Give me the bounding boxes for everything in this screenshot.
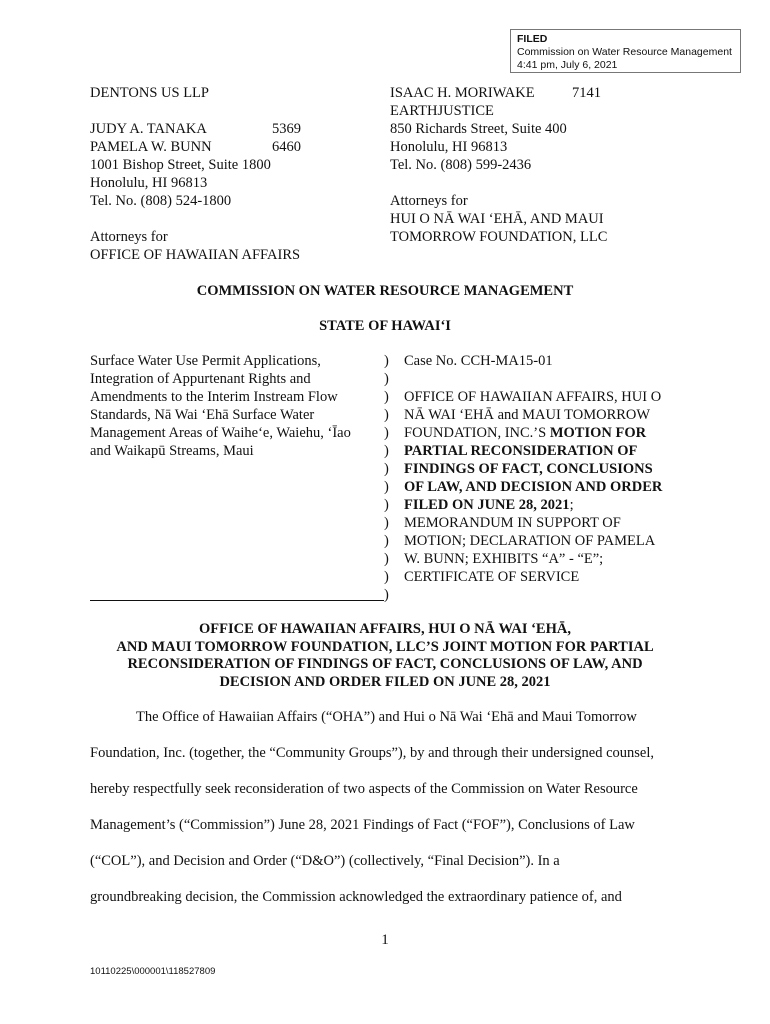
attorneys-for-label: Attorneys for	[90, 229, 168, 245]
attorney-number: 6460	[272, 139, 301, 155]
attorney-name: JUDY A. TANAKA	[90, 121, 207, 137]
paren: )	[384, 443, 389, 459]
telephone: Tel. No. (808) 599-2436	[390, 157, 532, 173]
motion-text: ;	[569, 497, 574, 513]
telephone: Tel. No. (808) 524-1800	[90, 193, 232, 209]
heading-line: AND MAUI TOMORROW FOUNDATION, LLC’S JOINT MOTION FOR PARTIAL	[116, 638, 654, 655]
heading-line: DECISION AND ORDER FILED ON JUNE 28, 2021	[219, 673, 551, 690]
paren: )	[384, 533, 389, 549]
heading-line: RECONSIDERATION OF FINDINGS OF FACT, CONCLUSIONS OF LAW, AND	[127, 656, 643, 672]
motion-line: MEMORANDUM IN SUPPORT OF	[404, 515, 621, 531]
motion-line: OFFICE OF HAWAIIAN AFFAIRS, HUI O	[404, 389, 662, 405]
body-line: hereby respectfully seek reconsideration of two aspects of the Commission on Water Resource	[90, 781, 638, 797]
paren: )	[384, 353, 389, 369]
paren: )	[384, 389, 389, 405]
caption-line: and Waikapū Streams, Maui	[90, 443, 254, 459]
attorney-row	[390, 84, 710, 102]
motion-line: NĀ WAI ‘EHĀ and MAUI TOMORROW	[404, 407, 651, 423]
state-title: STATE OF HAWAI‘I	[319, 318, 451, 334]
commission-title: COMMISSION ON WATER RESOURCE MANAGEMENT	[196, 283, 574, 299]
body-line: groundbreaking decision, the Commission acknowledged the extraordinary patience of, and	[90, 889, 622, 905]
paren: )	[384, 371, 389, 387]
counsel-block-left	[90, 84, 390, 264]
attorney-name: PAMELA W. BUNN	[90, 139, 212, 155]
address-line: Honolulu, HI 96813	[390, 139, 508, 155]
paren: )	[384, 461, 389, 477]
body-line: The Office of Hawaiian Affairs (“OHA”) and Hui o Nā Wai ‘Ehā and Maui Tomorrow	[136, 709, 637, 725]
caption-parenthesis-column	[384, 352, 396, 604]
paren: )	[384, 407, 389, 423]
case-caption	[90, 352, 380, 460]
client-name: HUI O NĀ WAI ‘EHĀ, AND MAUI	[390, 211, 604, 227]
document-id: 10110225\000001\118527809	[90, 966, 216, 977]
body-line: (“COL”), and Decision and Order (“D&O”) (collectively, “Final Decision”). In a	[90, 853, 560, 869]
motion-line: MOTION; DECLARATION OF PAMELA	[404, 533, 656, 549]
motion-text-bold: FILED ON JUNE 28, 2021	[404, 497, 570, 513]
case-number: Case No. CCH-MA15-01	[404, 353, 553, 369]
paren: )	[384, 425, 389, 441]
address-line: 850 Richards Street, Suite 400	[390, 121, 567, 137]
caption-line: Integration of Appurtenant Rights and	[90, 371, 311, 387]
stamp-timestamp: 4:41 pm, July 6, 2021	[517, 59, 618, 71]
body-line: Foundation, Inc. (together, the “Community Groups”), by and through their undersigned counsel,	[90, 745, 654, 761]
motion-line: W. BUNN; EXHIBITS “A” - “E”;	[404, 551, 604, 567]
motion-heading	[90, 621, 680, 691]
stamp-commission: Commission on Water Resource Management	[517, 46, 732, 58]
motion-line	[404, 424, 694, 442]
caption-line: Surface Water Use Permit Applications,	[90, 353, 321, 369]
attorney-row	[90, 138, 390, 156]
address-line: 1001 Bishop Street, Suite 1800	[90, 157, 271, 173]
attorneys-for-label: Attorneys for	[390, 193, 468, 209]
motion-line: PARTIAL RECONSIDERATION OF	[404, 443, 638, 459]
address-line: Honolulu, HI 96813	[90, 175, 208, 191]
attorney-row	[90, 120, 390, 138]
paren: )	[384, 479, 389, 495]
body-line: Management’s (“Commission”) June 28, 2021 Findings of Fact (“FOF”), Conclusions of Law	[90, 817, 635, 833]
client-name: OFFICE OF HAWAIIAN AFFAIRS	[90, 247, 301, 263]
paren: )	[384, 569, 389, 585]
motion-text: FOUNDATION, INC.’S	[404, 425, 550, 441]
motion-line: CERTIFICATE OF SERVICE	[404, 569, 580, 585]
attorney-name: ISAAC H. MORIWAKE	[390, 85, 535, 101]
firm-name: EARTHJUSTICE	[390, 103, 494, 119]
heading-line: OFFICE OF HAWAIIAN AFFAIRS, HUI O NĀ WAI ‘EHĀ,	[199, 621, 571, 637]
attorney-number: 7141	[572, 85, 601, 101]
body-text	[90, 708, 690, 924]
paren: )	[384, 497, 389, 513]
paren: )	[384, 551, 389, 567]
firm-name: DENTONS US LLP	[90, 85, 209, 101]
motion-line: OF LAW, AND DECISION AND ORDER	[404, 479, 663, 495]
case-title-block	[404, 352, 694, 586]
caption-line: Management Areas of Waihe‘e, Waiehu, ‘Īao	[90, 425, 351, 441]
caption-line: Standards, Nā Wai ‘Ehā Surface Water	[90, 407, 315, 423]
filing-stamp	[510, 29, 741, 73]
page-number: 1	[381, 932, 389, 948]
stamp-title: FILED	[517, 33, 548, 45]
motion-text-bold: MOTION FOR	[549, 425, 647, 441]
paren: )	[384, 587, 389, 603]
client-name: TOMORROW FOUNDATION, LLC	[390, 229, 608, 245]
caption-divider	[90, 600, 384, 601]
attorney-number: 5369	[272, 121, 301, 137]
motion-line: FINDINGS OF FACT, CONCLUSIONS	[404, 461, 653, 477]
paren: )	[384, 515, 389, 531]
caption-line: Amendments to the Interim Instream Flow	[90, 389, 338, 405]
counsel-block-right	[390, 84, 710, 246]
motion-line	[404, 496, 694, 514]
